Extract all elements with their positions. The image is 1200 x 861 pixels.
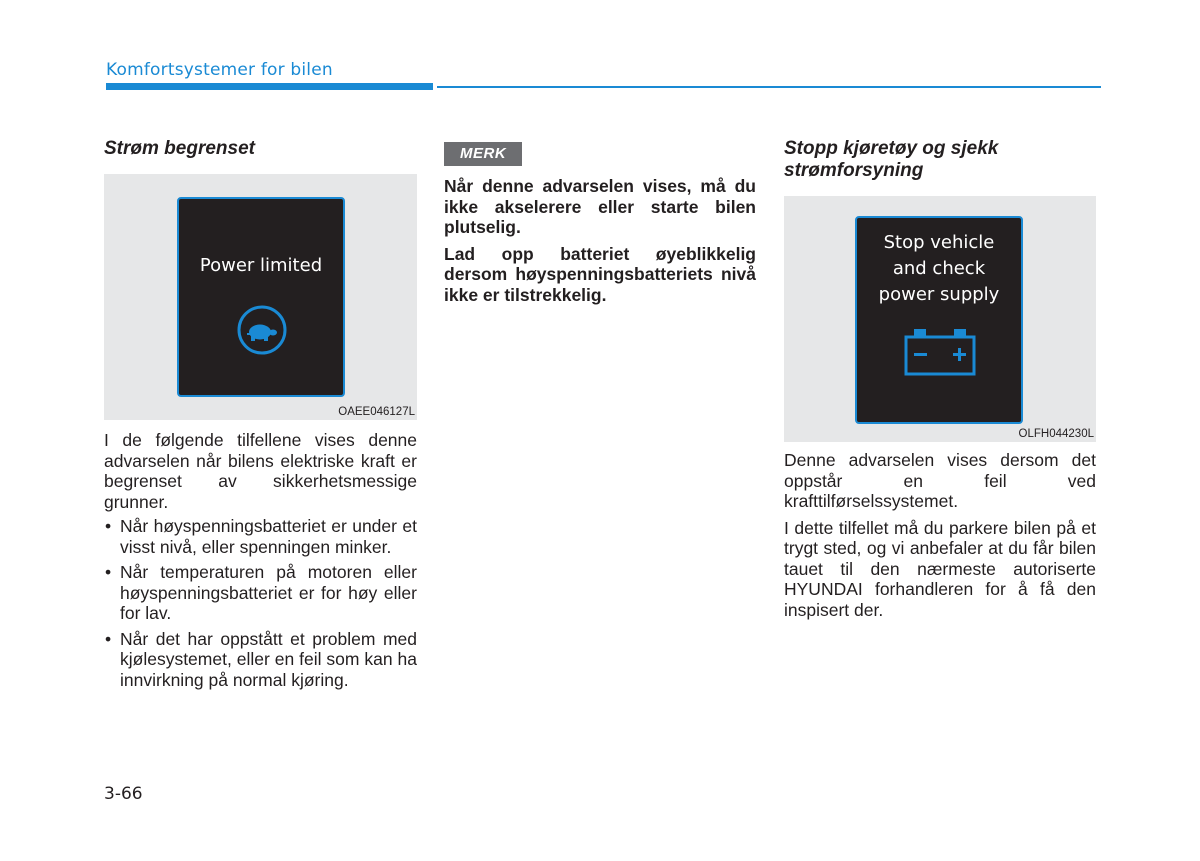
- turtle-icon: [236, 304, 288, 356]
- display-text: [857, 230, 1021, 308]
- list-item: [104, 629, 417, 691]
- right-paragraph: I dette tilfellet må du parkere bilen på et trygt sted, og vi anbefaler at du får bilen tauet til den nærmeste autoriserte HYUNDAI forhandleren for å få den inspisert der.: [784, 517, 1096, 620]
- display-line: power supply: [878, 284, 1000, 305]
- left-intro: I de følgende tilfellene vises denne advarselen når bilens elektriske kraft er begrenset av sikkerhetsmessige grunner.: [104, 430, 417, 512]
- section-title: Komfortsystemer for bilen: [106, 60, 333, 80]
- cluster-display: [855, 216, 1023, 424]
- battery-icon: [902, 325, 978, 377]
- list-item: [104, 516, 417, 557]
- display-text: Power limited: [199, 255, 323, 276]
- list-item-text: Når det har oppstått et problem med kjølesystemet, eller en feil som kan ha innvirkning på normal kjøring.: [120, 628, 417, 690]
- list-item-text: Når temperaturen på motoren eller høyspenningsbatteriet er for høy eller for lav.: [120, 562, 417, 623]
- figure-code: OAEE046127L: [338, 406, 415, 418]
- note-text: Når denne advarselen vises, må du ikke akselerere eller starte bilen plutselig.: [444, 176, 756, 237]
- list-item: [104, 562, 417, 624]
- note-label: MERK: [444, 142, 522, 166]
- header-rule-thick: [106, 83, 433, 90]
- note-text: Lad opp batteriet øyeblikkelig dersom høyspenningsbatteriets nivå ikke er tilstrekkelig.: [444, 243, 756, 305]
- header-rule-thin: [437, 86, 1101, 88]
- right-paragraph: Denne advarselen vises dersom det oppstår en feil ved krafttilførselssystemet.: [784, 450, 1096, 511]
- display-line: Stop vehicle: [883, 232, 995, 253]
- right-column: [784, 138, 1096, 620]
- power-limited-figure: [104, 174, 417, 420]
- bullet-dot: •: [105, 628, 112, 649]
- list-item-text: Når høyspenningsbatteriet er under et visst nivå, eller spenningen minker.: [120, 516, 417, 557]
- stop-vehicle-figure: [784, 196, 1096, 442]
- bullet-dot: •: [105, 516, 112, 536]
- figure-code: OLFH044230L: [1018, 428, 1094, 440]
- cluster-display: [177, 197, 345, 397]
- middle-column: [444, 142, 756, 305]
- left-column: [104, 138, 417, 695]
- reason-list: [104, 516, 417, 690]
- bullet-dot: •: [105, 562, 112, 582]
- right-heading: Stopp kjøretøy og sjekk strømforsyning: [784, 138, 999, 181]
- display-line: and check: [892, 258, 986, 279]
- page-number: 3-66: [104, 784, 143, 804]
- left-heading: Strøm begrenset: [104, 138, 255, 159]
